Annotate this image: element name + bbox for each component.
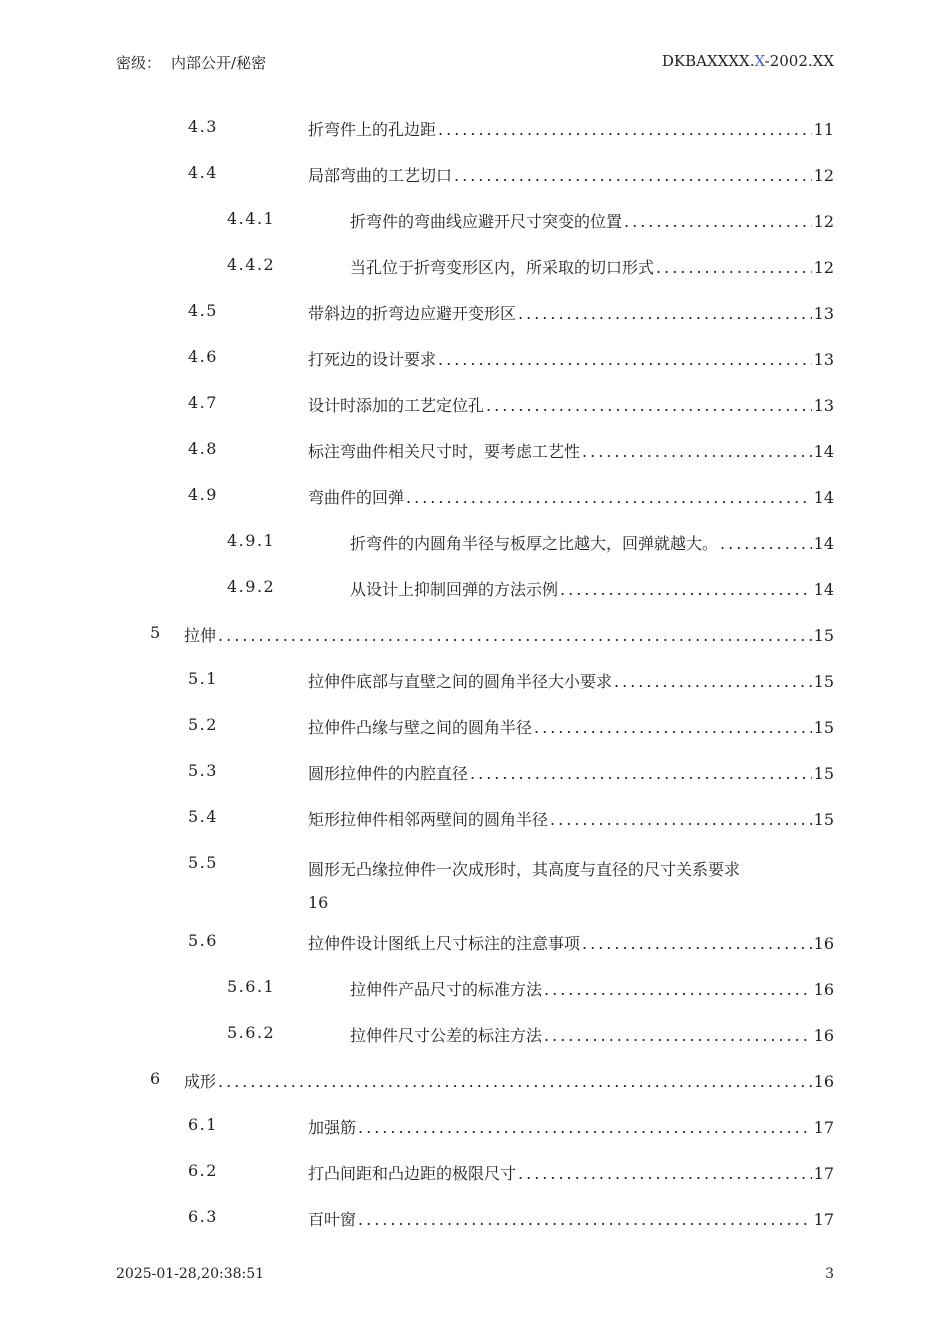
toc-entry[interactable] [0,618,950,664]
toc-entry-title: 圆形拉伸件的内腔直径 [308,764,469,783]
doc-code-suffix: -2002.XX [764,52,834,70]
toc-entry-number: 6 [150,1069,162,1088]
toc-entry[interactable] [0,572,950,618]
classification-value: 内部公开/秘密 [171,54,267,72]
classification [116,52,266,73]
toc-entry-number: 5 [150,623,162,642]
dot-leader [624,212,812,231]
dot-leader [486,396,812,415]
page-header [116,52,834,74]
toc-entry-number: 4.4.2 [227,255,276,274]
toc-entry-page: 15 [813,764,834,783]
toc-entry[interactable] [0,1018,950,1064]
toc-entry-page: 11 [813,120,834,139]
toc-entry-page: 16 [813,1072,834,1091]
dot-leader [358,1210,812,1229]
document-code [662,52,834,70]
dot-leader [582,442,812,461]
dot-leader [518,1164,812,1183]
toc-entry[interactable] [0,342,950,388]
dot-leader [454,166,812,185]
toc-entry-page: 12 [813,212,834,231]
toc-entry-number: 6.2 [188,1161,218,1180]
dot-leader [406,488,812,507]
dot-leader [656,258,812,277]
toc-entry-title: 拉伸件凸缘与壁之间的圆角半径 [308,718,533,737]
toc-entry-title: 拉伸 [184,626,217,645]
toc-entry-title: 加强筋 [308,1118,357,1137]
toc-entry[interactable] [0,710,950,756]
dot-leader [544,980,812,999]
toc-entry[interactable] [0,526,950,572]
toc-entry-page: 16 [813,934,834,953]
toc-entry-number: 4.5 [188,301,218,320]
toc-entry[interactable] [0,926,950,972]
toc-entry-title: 当孔位于折弯变形区内，所采取的切口形式 [350,258,655,277]
toc-entry[interactable] [0,972,950,1018]
page-footer [116,1266,834,1288]
toc-entry-number: 5.1 [188,669,218,688]
toc-entry[interactable] [0,756,950,802]
toc-entry-page: 14 [813,534,834,553]
dot-leader [544,1026,812,1045]
toc-entry-number: 4.4 [188,163,218,182]
toc-entry-number: 6.1 [188,1115,218,1134]
page-number: 3 [825,1266,834,1282]
toc-entry-number: 4.3 [188,117,218,136]
toc-entry-page: 13 [813,304,834,323]
dot-leader [582,934,812,953]
dot-leader [438,120,812,139]
toc-entry[interactable] [0,250,950,296]
dot-leader [358,1118,812,1137]
toc-entry-page: 12 [813,258,834,277]
dot-leader [720,534,812,553]
toc-entry[interactable] [0,1202,950,1248]
toc-entry-page: 15 [813,672,834,691]
toc-entry[interactable] [0,204,950,250]
toc-entry[interactable] [0,112,950,158]
toc-entry[interactable] [0,296,950,342]
toc-entry-title: 折弯件上的孔边距 [308,120,437,139]
toc-entry-number: 5.5 [188,853,218,872]
toc-entry-title: 拉伸件产品尺寸的标准方法 [350,980,543,999]
toc-entry-number: 5.6.1 [227,977,276,996]
toc-entry-number: 5.3 [188,761,218,780]
toc-entry-title: 百叶窗 [308,1210,357,1229]
toc-entry-page: 14 [813,580,834,599]
toc-entry-page: 12 [813,166,834,185]
toc-entry-page: 17 [813,1164,834,1183]
toc-entry-page: 17 [813,1118,834,1137]
toc-entry-page: 15 [813,810,834,829]
dot-leader [560,580,812,599]
toc-entry-page: 15 [813,718,834,737]
dot-leader [518,304,812,323]
toc-entry-title: 折弯件的内圆角半径与板厚之比越大，回弹就越大。 [350,534,719,553]
toc-entry-number: 4.4.1 [227,209,276,228]
toc-entry[interactable] [0,1110,950,1156]
toc-entry-page: 14 [813,442,834,461]
toc-entry-page: 17 [813,1210,834,1229]
toc-entry-title: 打死边的设计要求 [308,350,437,369]
toc-entry-title: 拉伸件底部与直壁之间的圆角半径大小要求 [308,672,613,691]
toc-entry-number: 4.9.1 [227,531,276,550]
toc-entry[interactable] [0,1156,950,1202]
toc-entry-number: 4.9.2 [227,577,276,596]
toc-entry-title: 拉伸件尺寸公差的标注方法 [350,1026,543,1045]
doc-code-accent: X [754,52,765,70]
toc-entry-page: 15 [813,626,834,645]
dot-leader [550,810,812,829]
toc-entry-number: 6.3 [188,1207,218,1226]
toc-entry[interactable] [0,158,950,204]
toc-entry[interactable] [0,802,950,848]
toc-entry-number: 4.7 [188,393,218,412]
toc-entry-number: 5.6 [188,931,218,950]
toc-entry-page: 13 [813,396,834,415]
toc-entry-title: 从设计上抑制回弹的方法示例 [350,580,559,599]
toc-entry-number: 4.9 [188,485,218,504]
toc-entry[interactable] [0,434,950,480]
toc-entry[interactable] [0,480,950,526]
toc-entry-title: 矩形拉伸件相邻两壁间的圆角半径 [308,810,549,829]
footer-timestamp: 2025-01-28,20:38:51 [116,1266,265,1282]
toc-entry-title: 弯曲件的回弹 [308,488,405,507]
dot-leader [470,764,812,783]
toc-entry-page: 13 [813,350,834,369]
toc-entry[interactable] [0,848,950,926]
toc-entry-title: 圆形无凸缘拉伸件一次成形时，其高度与直径的尺寸关系要求 [308,860,741,879]
toc-entry-title: 折弯件的弯曲线应避开尺寸突变的位置 [350,212,623,231]
toc-entry-title: 带斜边的折弯边应避开变形区 [308,304,517,323]
toc-entry-title: 标注弯曲件相关尺寸时，要考虑工艺性 [308,442,581,461]
toc-entry[interactable] [0,1064,950,1110]
toc-entry-number: 4.8 [188,439,218,458]
toc-entry-title: 成形 [184,1072,217,1091]
doc-code-prefix: DKBAXXXX. [661,52,755,70]
dot-leader [438,350,812,369]
toc-entry-number: 5.6.2 [227,1023,276,1042]
toc-entry-title: 设计时添加的工艺定位孔 [308,396,485,415]
toc-entry-number: 5.2 [188,715,218,734]
dot-leader [614,672,812,691]
dot-leader [534,718,812,737]
toc-entry-title: 打凸间距和凸边距的极限尺寸 [308,1164,517,1183]
dot-leader [218,626,812,645]
toc-entry-page: 16 [813,1026,834,1045]
dot-leader [218,1072,812,1091]
table-of-contents [0,112,950,1248]
toc-entry-page: 16 [308,893,329,912]
toc-entry-page: 14 [813,488,834,507]
toc-entry-title: 局部弯曲的工艺切口 [308,166,453,185]
toc-entry-page: 16 [813,980,834,999]
classification-label: 密级： [116,54,162,72]
toc-entry[interactable] [0,664,950,710]
toc-entry[interactable] [0,388,950,434]
toc-entry-title: 拉伸件设计图纸上尺寸标注的注意事项 [308,934,581,953]
toc-entry-number: 4.6 [188,347,218,366]
toc-entry-number: 5.4 [188,807,218,826]
